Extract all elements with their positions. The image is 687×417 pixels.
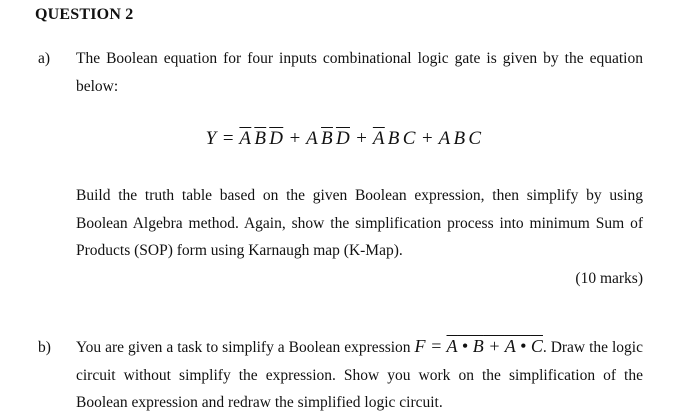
eqf-t1b: B [472,336,484,356]
part-b-text [76,333,643,417]
eq-term2-a: A [306,128,319,149]
part-b-label: b) [38,339,51,356]
eq-term3-c: C [402,128,416,149]
part-b-text-after: . Draw the logic circuit without simplify the expression. Show you work on the simplification of the Boolean expression and redraw the simplified logic circuit. [76,339,643,411]
part-a-intro: The Boolean equation for four inputs combinational logic gate is given by the equation below: [76,50,643,95]
eq-term1-d: $\overline{D}$ [269,128,284,149]
eq-lhs: Y [205,128,217,149]
boolean-equation-y: $Y = \overline{A}$ $\overline{B}$ $\overline{D} + A$ $\overline{B}$ $\overline{D} + \overline{A}$ B C + A B C [205,128,482,149]
eqf-term1: A • B [446,336,484,356]
eq-term1-a: $\overline{A}$ [239,128,252,149]
eq-term2-b: $\overline{B}$ [321,128,333,149]
eqf-term2: A • C [504,336,543,356]
eq-term4-a: A [438,128,451,149]
boolean-equation-f: F = A • B + A • C [414,336,543,356]
eq-term1-b: $\overline{B}$ [254,128,267,149]
eqf-t2a: A [504,336,516,356]
part-b-text-before: You are given a task to simplify a Boolean expression [76,339,411,356]
eq-term4-c: C [468,128,482,149]
question-title: QUESTION 2 [35,6,134,23]
eq-term2-d: $\overline{D}$ [335,128,350,149]
eqf-t2b: C [530,336,543,356]
part-a-instructions: Build the truth table based on the given Boolean expression, then simplify by using Boolean Algebra method. Again, show the simplification process into minimum Sum of Products (SOP) form using Karnaugh map (K-Map). [76,187,643,259]
eq-term4-b: B [453,128,466,149]
part-a-label: a) [38,50,51,67]
eqf-lhs: F [414,336,426,356]
part-a-marks: (10 marks) [575,270,643,287]
eq-term3-a: $\overline{A}$ [372,128,385,149]
eq-term3-b: B [387,128,400,149]
eqf-t1a: A [446,336,458,356]
